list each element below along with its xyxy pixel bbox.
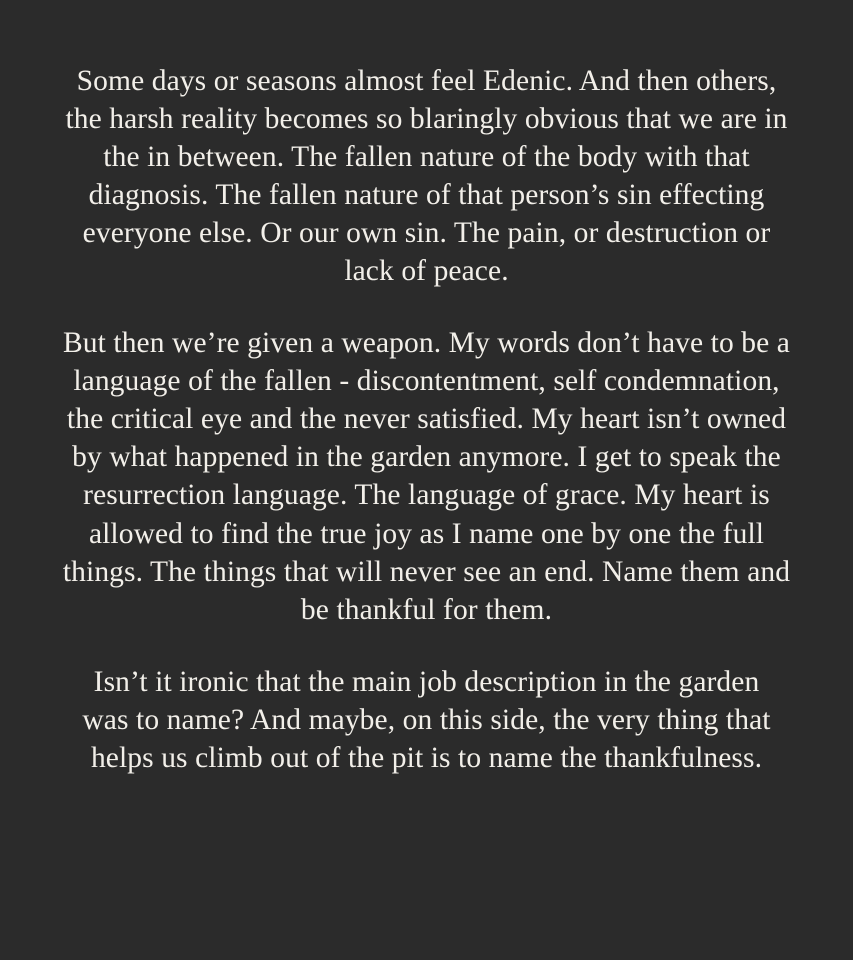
paragraph-1: Some days or seasons almost feel Edenic. And then others, the harsh reality becomes so blaringly obvious that we are in the in between. The fallen nature of the body with that diagnosis. The fallen nature of that person’s sin effecting everyone else. Or our own sin. The pain, or destruction or lack of peace.	[65, 65, 788, 288]
paragraph-3: Isn’t it ironic that the main job description in the garden was to name? And maybe, on this side, the very thing that helps us climb out of the pit is to name the thankfulness.	[82, 665, 771, 774]
paragraph-2: But then we’re given a weapon. My words don’t have to be a language of the fallen - discontentment, self condemnation, the critical eye and the never satisfied. My heart isn’t owned by what happened in the garden anymore. I get to speak the resurrection language. The language of grace. My heart is allowed to find the true joy as I name one by one the full things. The things that will never see an end. Name them and be thankful for them.	[62, 327, 791, 626]
quote-text-block	[52, 62, 801, 777]
